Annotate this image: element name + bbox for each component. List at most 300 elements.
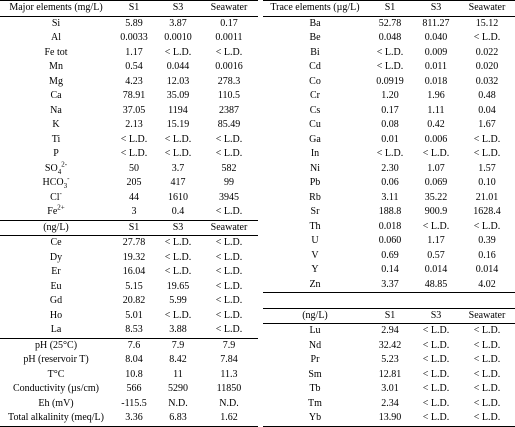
value-s3: < L.D.: [422, 325, 450, 336]
value-seawater: 0.0011: [215, 32, 243, 43]
table-row: [263, 75, 515, 90]
table-row: [263, 104, 515, 119]
table-row: [0, 353, 258, 368]
row-label: [263, 176, 367, 191]
value-s1: < L.D.: [120, 133, 148, 145]
value-s3: 8.42: [169, 354, 187, 365]
row-label: [263, 205, 367, 220]
row-label-text: Eu: [50, 280, 62, 292]
value-s1: 0.018: [378, 220, 402, 232]
row-label: [0, 353, 112, 368]
value-s3: 0.044: [166, 61, 190, 72]
table-row: [0, 133, 258, 148]
row-label-text: Dy: [49, 251, 63, 263]
row-label: [0, 176, 112, 191]
value-s3: < L.D.: [164, 148, 192, 159]
value-seawater: < L.D.: [215, 46, 243, 58]
column-header: Seawater: [468, 2, 506, 13]
value-s3: < L.D.: [422, 412, 450, 423]
row-label-text: La: [50, 324, 62, 335]
table-header-row: [0, 221, 258, 237]
value-s1: 0.69: [381, 249, 399, 261]
value-s3: < L.D.: [164, 237, 192, 248]
row-label: [263, 191, 367, 206]
row-label-text: Cd: [309, 61, 321, 72]
value-s3: 5.99: [169, 295, 187, 306]
table-row: [0, 104, 258, 119]
row-label: [263, 104, 367, 119]
column-header: Seawater: [210, 2, 248, 13]
row-label: [263, 60, 367, 75]
value-seawater: < L.D.: [215, 309, 243, 321]
table-row: [0, 323, 258, 339]
value-s3: 417: [170, 177, 186, 188]
row-label-text: Ti: [51, 133, 61, 145]
row-label: [0, 89, 112, 104]
value-s1: 0.01: [381, 133, 399, 145]
value-s3: < L.D.: [164, 46, 192, 58]
table-row: [263, 133, 515, 148]
value-seawater: 4.02: [478, 278, 496, 290]
table-row: [263, 411, 515, 427]
row-label-text: K: [52, 119, 60, 130]
row-label-text: HCO: [42, 177, 64, 188]
value-seawater: 0.10: [478, 177, 496, 188]
row-label: [0, 339, 112, 354]
value-s1: 3.37: [381, 278, 399, 290]
row-label: [263, 263, 367, 278]
column-header: S3: [172, 2, 184, 13]
table-row: [0, 205, 258, 221]
column-header: S1: [384, 2, 396, 13]
value-s1: 188.8: [378, 206, 402, 217]
row-label: [0, 75, 112, 90]
row-label: [263, 339, 367, 354]
row-label-text: Pb: [309, 177, 321, 188]
value-s1: 205: [126, 177, 142, 188]
value-s1: 0.17: [381, 104, 399, 116]
value-s1: -115.5: [121, 397, 147, 409]
value-seawater: < L.D.: [215, 295, 243, 306]
table-row: [0, 176, 258, 191]
row-label: [0, 411, 112, 426]
value-seawater: 1.67: [478, 119, 496, 130]
column-header: S1: [128, 221, 140, 233]
value-s1: 5.89: [125, 17, 143, 29]
table-row: [263, 368, 515, 383]
row-label-text: Ca: [50, 90, 62, 101]
row-label: [0, 368, 112, 383]
table-row: [263, 278, 515, 294]
row-label-text: Er: [51, 266, 61, 277]
value-s1: 5.01: [125, 309, 143, 321]
value-s3: 1194: [168, 104, 188, 116]
value-s1: < L.D.: [376, 61, 404, 72]
value-seawater: 21.01: [475, 191, 499, 203]
value-seawater: 15.12: [475, 17, 499, 29]
row-label: [263, 353, 367, 368]
row-label: [263, 220, 367, 235]
row-label-text: SO: [44, 162, 58, 174]
value-s3: 0.57: [427, 249, 445, 261]
value-s1: 37.05: [122, 104, 146, 116]
value-s1: 3: [131, 206, 137, 217]
value-seawater: N.D.: [219, 397, 239, 409]
value-s3: < L.D.: [422, 220, 450, 232]
value-s3: 3.7: [171, 162, 185, 174]
value-s3: 0.009: [424, 46, 448, 58]
table-row: [0, 411, 258, 427]
table-row: [263, 205, 515, 220]
table-row: [263, 397, 515, 412]
row-label-text: pH (25°C): [34, 339, 78, 351]
table-row: [263, 191, 515, 206]
value-s1: 50: [129, 162, 139, 174]
row-label-text: Yb: [308, 412, 322, 423]
value-s1: 0.0919: [376, 75, 404, 87]
table-row: [263, 46, 515, 61]
row-label-subscript: 4: [57, 167, 62, 176]
value-seawater: < L.D.: [215, 133, 243, 145]
value-seawater: 0.014: [475, 264, 499, 275]
row-label-text: Zn: [309, 278, 321, 290]
value-seawater: < L.D.: [215, 237, 243, 248]
row-label-text: Co: [309, 75, 321, 87]
table-row: [0, 31, 258, 46]
table-row: [0, 397, 258, 412]
table-row: [0, 382, 258, 397]
value-s1: 0.14: [381, 264, 399, 275]
value-seawater: 110.5: [217, 90, 241, 101]
value-seawater: < L.D.: [215, 280, 243, 292]
value-s1: 566: [126, 383, 142, 394]
value-s1: 2.13: [125, 119, 143, 130]
value-seawater: < L.D.: [215, 266, 243, 277]
row-label: [263, 368, 367, 383]
spacer-row: [263, 293, 515, 308]
value-seawater: 0.020: [475, 61, 499, 72]
row-label: [0, 397, 112, 412]
value-s1: 4.23: [125, 75, 143, 87]
value-seawater: < L.D.: [473, 397, 501, 409]
row-label: [0, 31, 112, 46]
value-s3: < L.D.: [164, 309, 192, 321]
row-label: [0, 323, 112, 338]
row-label-text: Ho: [49, 309, 63, 321]
table-row: [0, 265, 258, 280]
value-seawater: 99: [224, 177, 234, 188]
value-s3: 1.07: [427, 162, 445, 174]
value-s3: 3.87: [169, 17, 187, 29]
table-row: [263, 17, 515, 32]
row-label: [263, 249, 367, 264]
value-s1: 5.15: [125, 280, 143, 292]
row-label-text: Al: [51, 32, 61, 43]
value-seawater: < L.D.: [473, 133, 501, 145]
row-label-text: Fe tot: [44, 46, 68, 58]
row-label-text: Cu: [309, 119, 321, 130]
row-label-text: Y: [311, 264, 319, 275]
row-label: [0, 280, 112, 295]
row-label-text: Mg: [49, 75, 63, 87]
row-label: [263, 118, 367, 133]
table-row: [0, 191, 258, 206]
column-header: Seawater: [210, 221, 248, 233]
table-header-row: [0, 0, 258, 17]
row-label-text: Nd: [308, 339, 322, 351]
table-row: [263, 60, 515, 75]
row-label-text: Ce: [50, 237, 62, 248]
value-s1: 52.78: [378, 17, 402, 29]
table-row: [0, 147, 258, 162]
row-label: [263, 234, 367, 249]
value-s1: < L.D.: [376, 148, 404, 159]
value-seawater: 11850: [216, 383, 242, 394]
value-s1: 0.08: [381, 119, 399, 130]
value-s1: 1.20: [381, 90, 399, 101]
value-s3: 811.27: [422, 17, 450, 29]
value-seawater: < L.D.: [473, 368, 501, 380]
column-header: Seawater: [468, 309, 506, 321]
table-row: [0, 118, 258, 133]
row-label: [0, 191, 112, 206]
value-s1: 2.94: [381, 325, 399, 336]
row-label-text: In: [310, 148, 320, 159]
value-seawater: < L.D.: [473, 220, 501, 232]
table-row: [263, 382, 515, 397]
row-label: [0, 205, 112, 220]
value-seawater: 11.3: [220, 368, 238, 380]
row-label-text: Bi: [310, 46, 320, 58]
table-row: [263, 176, 515, 191]
row-label: [263, 162, 367, 177]
table-row: [0, 294, 258, 309]
column-header: S3: [430, 309, 442, 321]
column-header: S3: [172, 221, 184, 233]
table-row: [0, 251, 258, 266]
value-s3: < L.D.: [422, 397, 450, 409]
row-label: [0, 104, 112, 119]
table-row: [0, 339, 258, 354]
value-seawater: 0.48: [478, 90, 496, 101]
value-seawater: 0.0016: [215, 61, 243, 72]
row-label: [0, 60, 112, 75]
value-s1: 13.90: [378, 412, 402, 423]
row-label-text: Fe: [47, 206, 58, 217]
value-seawater: 3945: [219, 191, 239, 203]
row-label-superscript: 2-: [61, 160, 68, 169]
value-seawater: 582: [221, 162, 237, 174]
value-s3: < L.D.: [422, 148, 450, 159]
value-seawater: 85.49: [217, 119, 241, 130]
row-label-text: Tm: [308, 397, 322, 409]
table-row: [263, 339, 515, 354]
column-header: (ng/L): [302, 309, 328, 321]
row-label-superscript: -: [59, 189, 62, 198]
row-label: [263, 324, 367, 339]
column-header: S3: [430, 2, 442, 13]
row-label-text: V: [311, 249, 319, 261]
row-label-subscript: 3: [63, 182, 68, 190]
value-s3: N.D.: [168, 397, 188, 409]
value-s3: 1610: [168, 191, 188, 203]
row-label: [263, 278, 367, 293]
table-row: [0, 280, 258, 295]
value-s3: < L.D.: [164, 133, 192, 145]
value-s1: 78.91: [122, 90, 146, 101]
value-seawater: < L.D.: [215, 251, 243, 263]
right-data-table: [263, 0, 515, 427]
row-label-text: Ni: [310, 162, 320, 174]
value-s3: 1.96: [427, 90, 445, 101]
value-s3: < L.D.: [164, 251, 192, 263]
table-header-row: [263, 0, 515, 17]
row-label: [263, 411, 367, 426]
value-seawater: < L.D.: [215, 206, 243, 217]
value-s3: 12.03: [166, 75, 190, 87]
value-s3: < L.D.: [422, 339, 450, 351]
value-s1: 0.06: [381, 177, 399, 188]
value-s3: 7.9: [171, 339, 185, 351]
row-label-text: Ba: [309, 17, 321, 29]
table-row: [0, 236, 258, 251]
value-s3: < L.D.: [422, 354, 450, 365]
value-s1: 44: [129, 191, 139, 203]
value-s3: 11: [173, 368, 183, 380]
table-row: [263, 234, 515, 249]
row-label-text: Mn: [49, 61, 63, 72]
row-label-text: Lu: [309, 325, 321, 336]
row-label: [0, 251, 112, 266]
value-seawater: 278.3: [217, 75, 241, 87]
table-row: [263, 353, 515, 368]
value-seawater: < L.D.: [473, 383, 501, 394]
value-s1: 8.53: [125, 324, 143, 335]
table-row: [263, 324, 515, 339]
row-label-text: Si: [51, 17, 61, 29]
row-label-text: Gd: [49, 295, 63, 306]
table-row: [263, 263, 515, 278]
row-label-text: Tb: [309, 383, 321, 394]
value-s1: 10.8: [125, 368, 143, 380]
value-seawater: 0.032: [475, 75, 499, 87]
value-seawater: < L.D.: [473, 412, 501, 423]
value-s1: 0.54: [125, 61, 143, 72]
value-s1: 0.0033: [120, 32, 148, 43]
row-label-text: T°C: [47, 368, 65, 380]
value-s3: 0.4: [171, 206, 185, 217]
value-seawater: 1.62: [220, 412, 238, 423]
value-s1: 1.17: [125, 46, 143, 58]
value-s3: 5290: [168, 383, 188, 394]
row-label-superscript: 2+: [57, 203, 65, 212]
value-s3: 0.42: [427, 119, 445, 130]
value-s3: 1.11: [427, 104, 445, 116]
row-label-text: Sr: [310, 206, 320, 217]
row-label: [0, 46, 112, 61]
value-s1: 16.04: [122, 266, 146, 277]
value-s3: 35.09: [166, 90, 190, 101]
value-seawater: 0.022: [475, 46, 499, 58]
table-row: [263, 220, 515, 235]
table-row: [263, 147, 515, 162]
value-seawater: 0.17: [220, 17, 238, 29]
value-s3: 900.9: [424, 206, 448, 217]
row-label-text: Pr: [310, 354, 320, 365]
row-label-text: Conductivity (µs/cm): [12, 383, 100, 394]
value-seawater: < L.D.: [473, 339, 501, 351]
value-s1: 0.060: [378, 235, 402, 246]
row-label: [263, 46, 367, 61]
value-s3: 0.018: [424, 75, 448, 87]
table-row: [0, 75, 258, 90]
value-s3: 0.0010: [164, 32, 192, 43]
value-s1: 27.78: [122, 237, 146, 248]
table-row: [0, 89, 258, 104]
row-label-text: Cl: [50, 191, 60, 203]
column-header: Major elements (mg/L): [9, 2, 103, 13]
value-s1: 3.01: [381, 383, 399, 394]
value-s3: 0.069: [424, 177, 448, 188]
value-s3: 35.22: [424, 191, 448, 203]
value-seawater: 0.16: [478, 249, 496, 261]
value-s3: 3.88: [169, 324, 187, 335]
row-label: [0, 118, 112, 133]
column-header: S1: [128, 2, 140, 13]
value-seawater: < L.D.: [215, 148, 243, 159]
table-row: [263, 89, 515, 104]
table-row: [0, 17, 258, 32]
value-s1: 5.23: [381, 354, 399, 365]
row-label-text: U: [311, 235, 319, 246]
table-row: [263, 118, 515, 133]
row-label: [0, 265, 112, 280]
value-seawater: < L.D.: [473, 325, 501, 336]
value-s3: 48.85: [424, 278, 448, 290]
value-s3: 0.006: [424, 133, 448, 145]
value-s1: 19.32: [122, 251, 146, 263]
row-label-text: Na: [50, 104, 62, 116]
table-row: [0, 162, 258, 177]
row-label: [263, 133, 367, 148]
value-s3: 1.17: [427, 235, 445, 246]
value-s3: 19.65: [166, 280, 190, 292]
value-s1: 2.30: [381, 162, 399, 174]
value-seawater: 7.84: [220, 354, 238, 365]
value-seawater: < L.D.: [473, 32, 501, 43]
row-label: [0, 162, 112, 177]
column-header: (ng/L): [43, 221, 69, 233]
value-s1: 3.36: [125, 412, 143, 423]
table-row: [263, 162, 515, 177]
value-s3: < L.D.: [422, 383, 450, 394]
value-s1: 3.11: [381, 191, 399, 203]
value-seawater: 1.57: [478, 162, 496, 174]
row-label: [0, 147, 112, 162]
row-label: [0, 382, 112, 397]
row-label: [0, 133, 112, 148]
value-s1: 12.81: [378, 368, 402, 380]
row-label: [263, 31, 367, 46]
value-s3: < L.D.: [422, 368, 450, 380]
value-s1: < L.D.: [120, 148, 148, 159]
column-header: Trace elements (µg/L): [270, 2, 360, 13]
row-label-text: Be: [309, 32, 321, 43]
row-label-text: Rb: [309, 191, 321, 203]
value-seawater: < L.D.: [473, 148, 501, 159]
row-label-text: Th: [309, 220, 321, 232]
value-seawater: 1628.4: [473, 206, 501, 217]
